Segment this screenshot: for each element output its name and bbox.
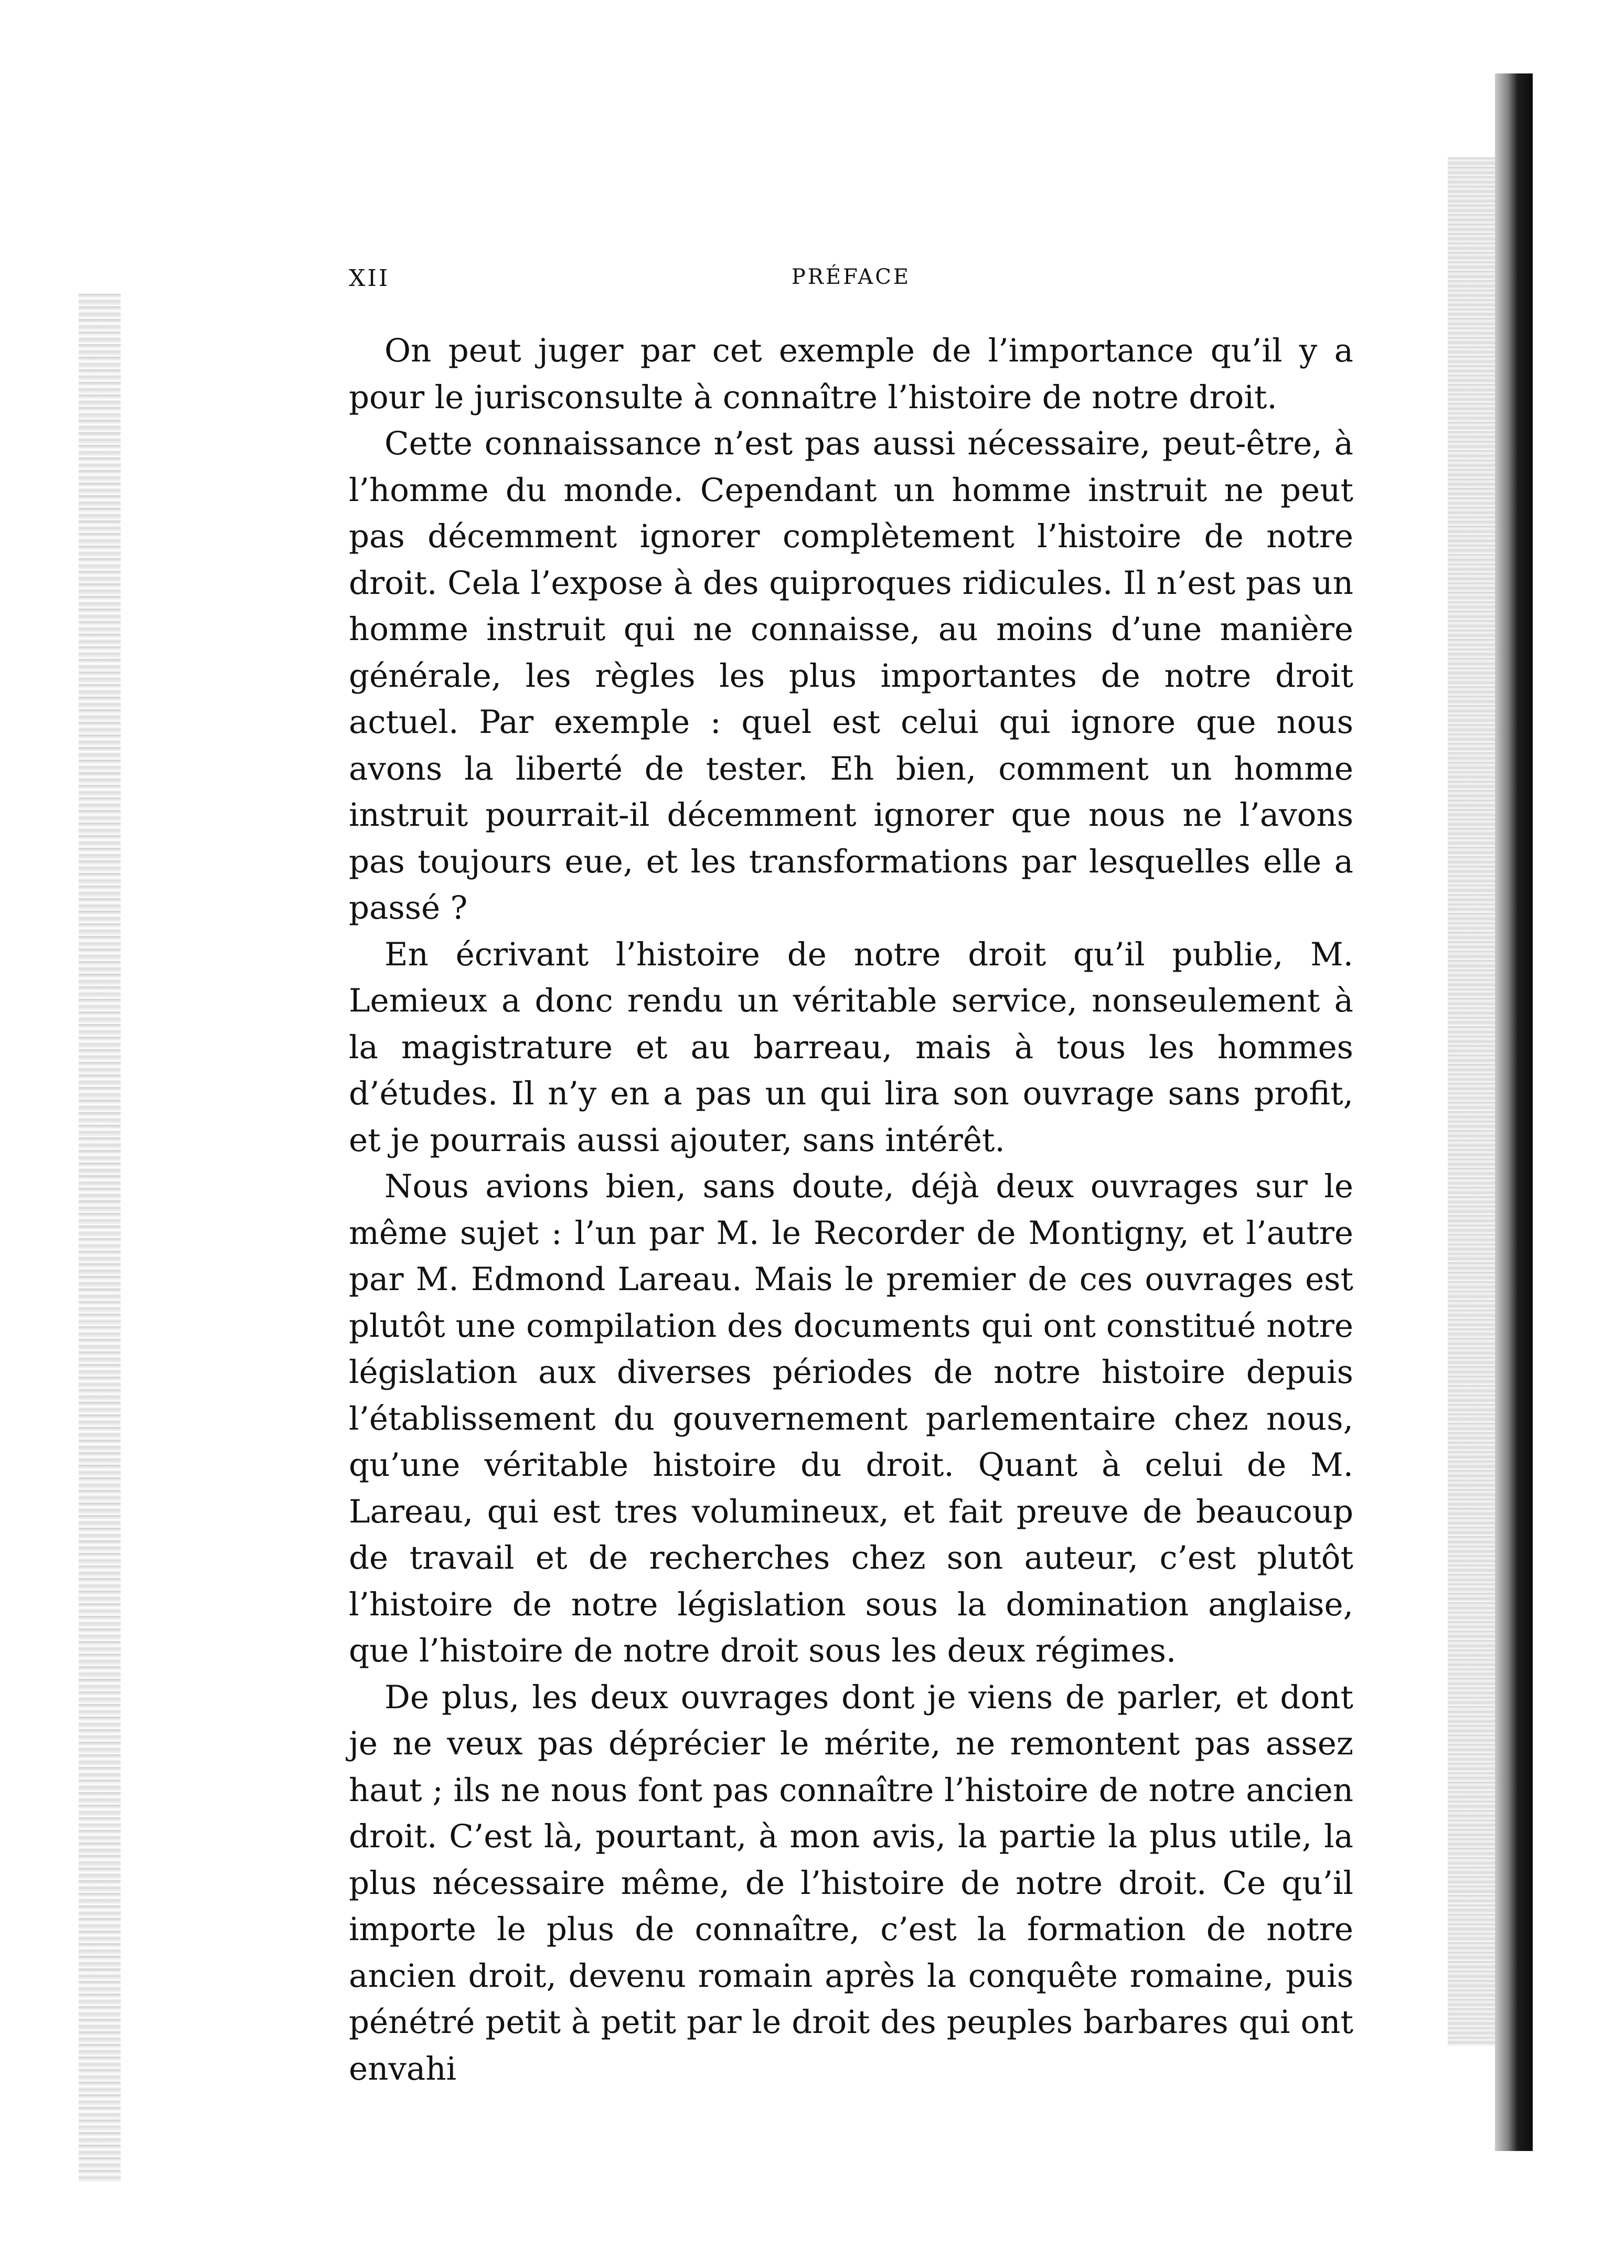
- page-header: [349, 265, 1353, 302]
- page-number: XII: [349, 265, 390, 292]
- binding-shadow-right: [1495, 73, 1533, 2151]
- paragraph: On peut juger par cet exemple de l’importance qu’il y a pour le jurisconsulte à connaître l’histoire de notre droit.: [349, 332, 1353, 416]
- paragraph: Cette connaissance n’est pas aussi nécessaire, peut-être, à l’homme du monde. Cependant un homme instruit ne peut pas décemment ignorer complètement l’histoire de notre droit. Cela l’expose à des quiproques ridicules. Il n’est pas un homme instruit qui ne connaisse, au moins d’une manière générale, les règles les plus importantes de notre droit actuel. Par exemple : quel est celui qui ignore que nous avons la liberté de tester. Eh bien, comment un homme instruit pourrait-il décemment ignorer que nous ne l’avons pas toujours eue, et les transformations par lesquelles elle a passé ?: [349, 425, 1353, 927]
- paragraph: En écrivant l’histoire de notre droit qu’il publie, M. Lemieux a donc rendu un véritable service, nonseulement à la magistrature et au barreau, mais à tous les hommes d’études. Il n’y en a pas un qui lira son ouvrage sans profit, et je pourrais aussi ajouter, sans intérêt.: [349, 935, 1353, 1159]
- paragraph: Nous avions bien, sans doute, déjà deux ouvrages sur le même sujet : l’un par M. le Recorder de Montigny, et l’autre par M. Edmond Lareau. Mais le premier de ces ouvrages est plutôt une compilation des documents qui ont constitué notre législation aux diverses périodes de notre histoire depuis l’établissement du gouvernement parlementaire chez nous, qu’une véritable histoire du droit. Quant à celui de M. Lareau, qui est tres volumineux, et fait preuve de beaucoup de travail et de recherches chez son auteur, c’est plutôt l’histoire de notre législation sous la domination anglaise, que l’histoire de notre droit sous les deux régimes.: [349, 1168, 1353, 1669]
- binding-shadow-left: [79, 294, 121, 2182]
- body-text: [349, 328, 1353, 2092]
- running-head: PRÉFACE: [791, 265, 911, 289]
- paragraph: De plus, les deux ouvrages dont je viens de parler, et dont je ne veux pas déprécier le mérite, ne remontent pas assez haut ; ils ne nous font pas connaître l’histoire de notre ancien droit. C’est là, pourtant, à mon avis, la partie la plus utile, la plus nécessaire même, de l’histoire de notre droit. Ce qu’il importe le plus de connaître, c’est la formation de notre ancien droit, devenu romain après la conquête romaine, puis pénétré petit à petit par le droit des peuples barbares qui ont envahi: [349, 1678, 1353, 2088]
